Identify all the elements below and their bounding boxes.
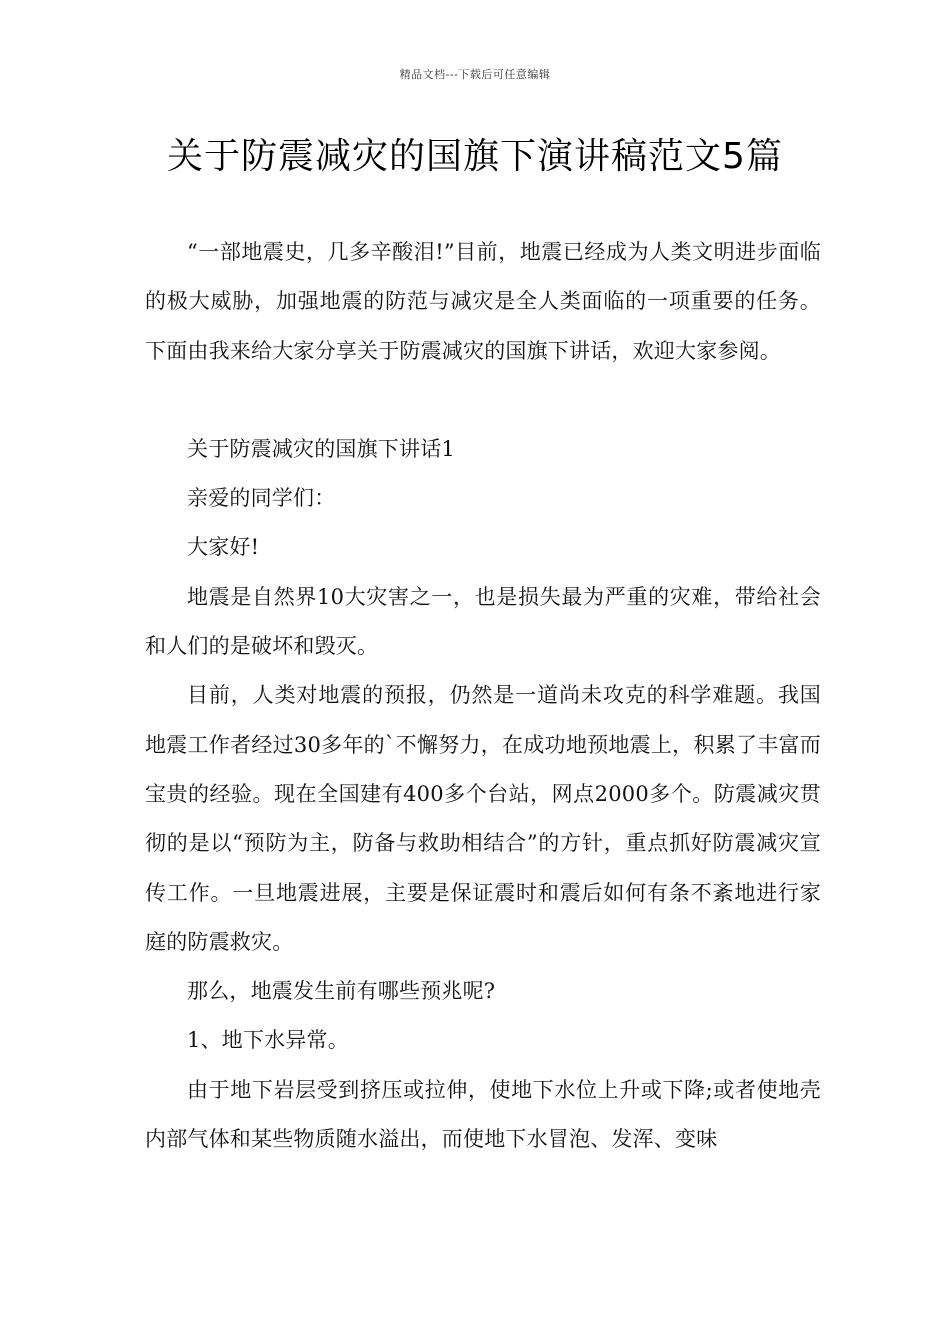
list-item-heading: 1、地下水异常。	[187, 1028, 349, 1053]
document-title: 关于防震减灾的国旗下演讲稿范文5篇	[167, 136, 783, 177]
section-heading: 关于防震减灾的国旗下讲话1	[187, 436, 455, 461]
salutation: 亲爱的同学们：	[187, 486, 336, 511]
body-paragraph: 目前，人类对地震的预报，仍然是一道尚未攻克的科学难题。我国地震工作者经过30多年的`不懈努力，在成功地预地震上，积累了丰富而宝贵的经验。现在全国建有400多个台站，网点2000多个。防震减灾贯彻的是以“预防为主，防备与救助相结合”的方针，重点抓好防震减灾宣传工作。一旦地震进展，主要是保证震时和震后如何有条不紊地进行家庭的防震救灾。	[145, 683, 821, 954]
document-body	[145, 228, 821, 1164]
intro-paragraph: “一部地震史，几多辛酸泪!”目前，地震已经成为人类文明进步面临的极大威胁，加强地震的防范与减灾是全人类面临的一项重要的任务。下面由我来给大家分享关于防震减灾的国旗下讲话，欢迎大家参阅。	[145, 240, 821, 363]
body-paragraph: 地震是自然界10大灾害之一，也是损失最为严重的灾难，带给社会和人们的是破坏和毁灭。	[145, 584, 821, 659]
greeting: 大家好!	[187, 535, 260, 560]
body-paragraph: 那么，地震发生前有哪些预兆呢?	[187, 979, 496, 1004]
header-note: 精品文档---下载后可任意编辑	[399, 68, 551, 81]
body-paragraph: 由于地下岩层受到挤压或拉伸，使地下水位上升或下降;或者使地壳内部气体和某些物质随水溢出，而使地下水冒泡、发浑、变味	[145, 1077, 821, 1152]
